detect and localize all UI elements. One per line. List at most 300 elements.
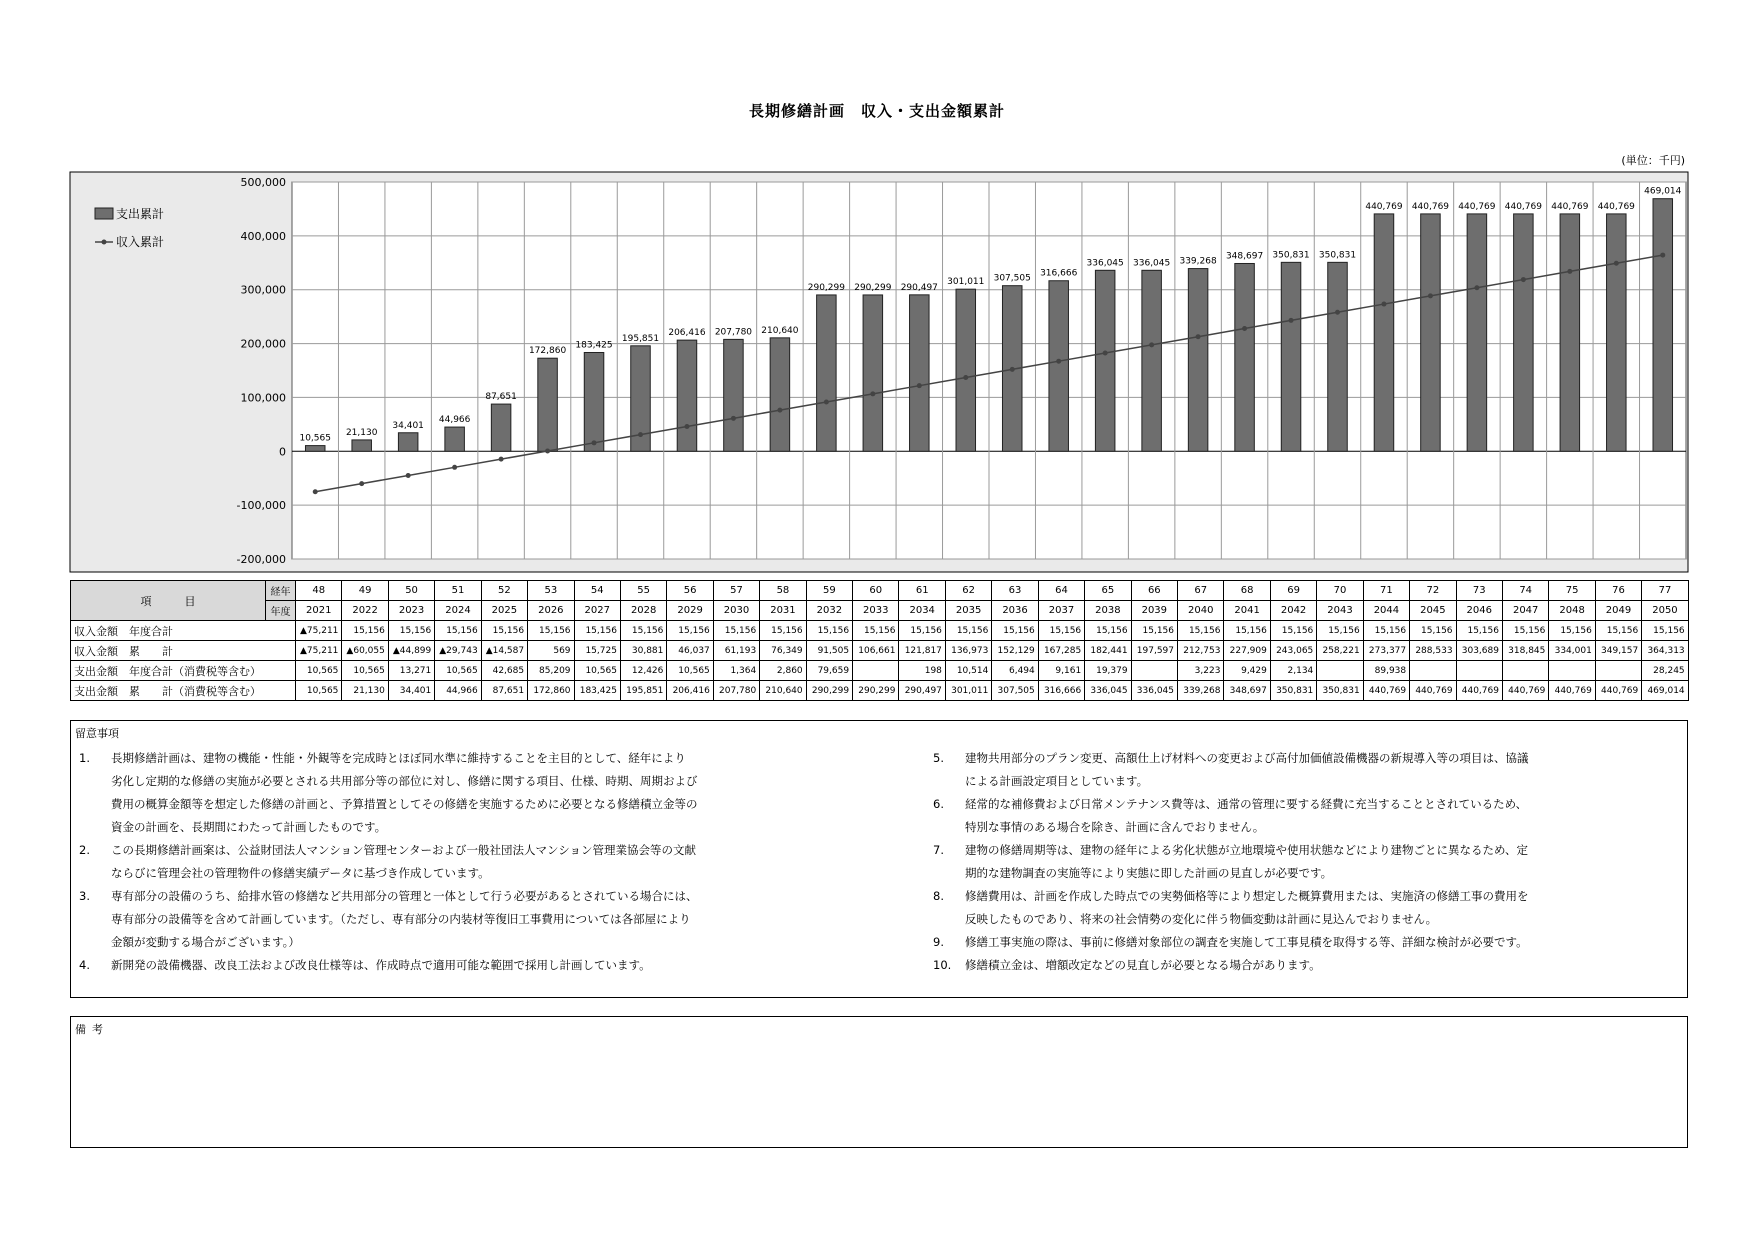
- data-table: [70, 580, 1689, 701]
- table-cell: 121,817: [899, 641, 945, 661]
- income-point: [1242, 326, 1247, 331]
- age-cell: 58: [760, 581, 806, 601]
- bar-data-label: 207,780: [714, 327, 753, 338]
- bar-data-label: 440,769: [1411, 201, 1450, 212]
- year-cell: 2040: [1178, 601, 1224, 621]
- table-cell: 9,161: [1038, 661, 1084, 681]
- expense-bar: [1374, 214, 1394, 451]
- income-point: [731, 416, 736, 421]
- age-cell: 57: [713, 581, 759, 601]
- year-cell: 2022: [342, 601, 388, 621]
- table-cell: 15,156: [760, 621, 806, 641]
- age-cell: 48: [296, 581, 342, 601]
- expense-bar: [1142, 270, 1162, 451]
- notes-section: [70, 720, 1688, 998]
- table-cell: 334,001: [1549, 641, 1595, 661]
- table-cell: 258,221: [1317, 641, 1363, 661]
- y-tick-label: 300,000: [240, 283, 286, 297]
- table-cell: 10,565: [435, 661, 481, 681]
- table-cell: 198: [899, 661, 945, 681]
- expense-bar: [1095, 270, 1115, 451]
- expense-bar: [538, 358, 558, 451]
- table-cell: 15,156: [435, 621, 481, 641]
- income-point: [777, 408, 782, 413]
- table-cell: 288,533: [1410, 641, 1456, 661]
- bar-data-label: 301,011: [947, 277, 985, 288]
- year-cell: 2034: [899, 601, 945, 621]
- income-point: [1149, 342, 1154, 347]
- note-text: 長期修繕計画は、建物の機能・性能・外観等を完成時とほぼ同水準に維持することを主目的として、経年により 劣化し定期的な修繕の実施が必要とされる共用部分等の部位に対し、修繕に関する項目、仕様、時期、周期および 費用の概算金額等を想定した修繕の計画と、予算措置としてその修繕を実施するために必要となる修繕積立金等の 資金の計画を、長期間にわたって計画したものです。: [111, 751, 698, 834]
- age-cell: 51: [435, 581, 481, 601]
- table-cell: 152,129: [992, 641, 1038, 661]
- expense-bar: [817, 295, 837, 451]
- table-cell: 350,831: [1317, 681, 1363, 701]
- table-cell: 12,426: [620, 661, 666, 681]
- income-point: [313, 489, 318, 494]
- table-cell: 182,441: [1085, 641, 1131, 661]
- table-cell: [1317, 661, 1363, 681]
- table-cell: 440,769: [1549, 681, 1595, 701]
- table-cell: 290,497: [899, 681, 945, 701]
- note-number: 7.: [933, 843, 944, 857]
- note-item: [933, 839, 1683, 885]
- table-cell: 195,851: [620, 681, 666, 701]
- page-title: 長期修繕計画 収入・支出金額累計: [748, 102, 1005, 120]
- row-label: 支出金額 累 計（消費税等含む）: [71, 681, 296, 701]
- table-cell: ▲29,743: [435, 641, 481, 661]
- table-cell: 227,909: [1224, 641, 1270, 661]
- table-cell: [853, 661, 899, 681]
- note-item: [933, 885, 1683, 931]
- table-cell: 3,223: [1178, 661, 1224, 681]
- year-cell: 2021: [296, 601, 342, 621]
- table-cell: 61,193: [713, 641, 759, 661]
- note-text: 修繕費用は、計画を作成した時点での実勢価格等により想定した概算費用または、実施済の修繕工事の費用を 反映したものであり、将来の社会情勢の変化に伴う物価変動は計画に見込んでおりません。: [965, 889, 1529, 926]
- income-point: [963, 375, 968, 380]
- table-cell: 15,156: [713, 621, 759, 641]
- row-label: 支出金額 年度合計（消費税等含む）: [71, 661, 296, 681]
- table-cell: 85,209: [528, 661, 574, 681]
- bar-data-label: 290,299: [807, 282, 845, 293]
- table-cell: 15,156: [481, 621, 527, 641]
- expense-bar: [352, 440, 372, 451]
- table-cell: 349,157: [1595, 641, 1641, 661]
- note-number: 8.: [933, 889, 944, 903]
- age-cell: 67: [1178, 581, 1224, 601]
- note-text: 建物共用部分のプラン変更、高額仕上げ材料への変更および高付加価値設備機器の新規導入等の項目は、協議 による計画設定項目としています。: [965, 751, 1529, 788]
- age-cell: 59: [806, 581, 852, 601]
- note-number: 9.: [933, 935, 944, 949]
- y-tick-label: -100,000: [236, 499, 286, 513]
- table-cell: 46,037: [667, 641, 713, 661]
- table-row: [71, 621, 1689, 641]
- table-cell: ▲14,587: [481, 641, 527, 661]
- age-cell: 70: [1317, 581, 1363, 601]
- bar-data-label: 195,851: [621, 333, 660, 344]
- table-cell: 364,313: [1642, 641, 1688, 661]
- age-cell: 66: [1131, 581, 1177, 601]
- remarks-section: [70, 1016, 1688, 1148]
- year-cell: 2025: [481, 601, 527, 621]
- header-age-label: 経年: [266, 581, 296, 601]
- year-cell: 2041: [1224, 601, 1270, 621]
- bar-data-label: 440,769: [1551, 201, 1589, 212]
- table-cell: 440,769: [1363, 681, 1409, 701]
- expense-bar: [863, 295, 883, 451]
- table-cell: 106,661: [853, 641, 899, 661]
- note-item: [79, 839, 879, 885]
- income-point: [1010, 367, 1015, 372]
- table-cell: 210,640: [760, 681, 806, 701]
- expense-bar: [1560, 214, 1580, 451]
- income-point: [1056, 359, 1061, 364]
- age-cell: 74: [1502, 581, 1548, 601]
- year-cell: 2042: [1270, 601, 1316, 621]
- age-cell: 76: [1595, 581, 1641, 601]
- bar-data-label: 440,769: [1504, 201, 1542, 212]
- year-cell: 2026: [528, 601, 574, 621]
- income-point: [1614, 261, 1619, 266]
- table-cell: 10,565: [667, 661, 713, 681]
- table-row: [71, 641, 1689, 661]
- age-cell: 65: [1085, 581, 1131, 601]
- table-cell: 15,156: [1270, 621, 1316, 641]
- table-cell: [1410, 661, 1456, 681]
- legend-bar-label: 支出累計: [116, 207, 165, 221]
- expense-bar: [1467, 214, 1487, 451]
- income-point: [359, 481, 364, 486]
- table-cell: ▲44,899: [388, 641, 434, 661]
- expense-bar: [910, 295, 930, 451]
- income-point: [1660, 253, 1665, 258]
- bar-data-label: 34,401: [392, 420, 424, 431]
- bar-data-label: 469,014: [1644, 186, 1682, 197]
- income-point: [870, 391, 875, 396]
- expense-bar: [1049, 281, 1069, 452]
- y-tick-label: 100,000: [240, 391, 286, 405]
- bar-data-label: 440,769: [1458, 201, 1496, 212]
- bar-data-label: 440,769: [1597, 201, 1635, 212]
- bar-data-label: 172,860: [528, 346, 567, 357]
- note-number: 3.: [79, 889, 90, 903]
- table-cell: 15,156: [806, 621, 852, 641]
- table-cell: 15,156: [1642, 621, 1688, 641]
- age-cell: 55: [620, 581, 666, 601]
- table-cell: 28,245: [1642, 661, 1688, 681]
- y-tick-label: 0: [279, 445, 286, 459]
- table-cell: 15,156: [899, 621, 945, 641]
- note-number: 10.: [933, 958, 952, 972]
- note-item: [933, 793, 1683, 839]
- table-cell: 15,156: [853, 621, 899, 641]
- year-cell: 2030: [713, 601, 759, 621]
- income-point: [545, 448, 550, 453]
- income-point: [1196, 334, 1201, 339]
- table-cell: ▲60,055: [342, 641, 388, 661]
- table-cell: 440,769: [1410, 681, 1456, 701]
- notes-left-column: [79, 747, 879, 977]
- table-cell: 76,349: [760, 641, 806, 661]
- bar-data-label: 350,831: [1318, 250, 1357, 261]
- table-cell: 13,271: [388, 661, 434, 681]
- note-item: [79, 747, 879, 839]
- note-item: [933, 931, 1683, 954]
- row-label: 収入金額 累 計: [71, 641, 296, 661]
- table-header-row-year: [71, 601, 1689, 621]
- income-point: [1521, 277, 1526, 282]
- income-point: [1567, 269, 1572, 274]
- table-cell: 301,011: [945, 681, 991, 701]
- table-cell: 19,379: [1085, 661, 1131, 681]
- table-cell: 44,966: [435, 681, 481, 701]
- note-text: この長期修繕計画案は、公益財団法人マンション管理センターおよび一般社団法人マンション管理業協会等の文献 ならびに管理会社の管理物件の修繕実績データに基づき作成しています。: [111, 843, 696, 880]
- age-cell: 53: [528, 581, 574, 601]
- table-cell: [1502, 661, 1548, 681]
- table-cell: 15,156: [945, 621, 991, 641]
- table-cell: 348,697: [1224, 681, 1270, 701]
- note-text: 専有部分の設備のうち、給排水管の修繕など共用部分の管理と一体として行う必要があるとされている場合には、 専有部分の設備等を含めて計画しています。（ただし、専有部分の内装材等復旧工事費用については各部屋により 金額が変動する場合がございます。）: [111, 889, 698, 949]
- income-point: [684, 424, 689, 429]
- age-cell: 69: [1270, 581, 1316, 601]
- table-cell: 9,429: [1224, 661, 1270, 681]
- y-tick-label: 500,000: [240, 176, 286, 189]
- age-cell: 49: [342, 581, 388, 601]
- year-cell: 2048: [1549, 601, 1595, 621]
- income-point: [1335, 310, 1340, 315]
- table-cell: 15,156: [1317, 621, 1363, 641]
- table-cell: 15,156: [1410, 621, 1456, 641]
- table-cell: 10,565: [342, 661, 388, 681]
- table-cell: 212,753: [1178, 641, 1224, 661]
- year-cell: 2036: [992, 601, 1038, 621]
- year-cell: 2046: [1456, 601, 1502, 621]
- expense-bar: [1235, 263, 1255, 451]
- year-cell: 2028: [620, 601, 666, 621]
- legend-bar-swatch: [95, 208, 113, 219]
- note-text: 修繕工事実施の際は、事前に修繕対象部位の調査を実施して工事見積を取得する等、詳細な検討が必要です。: [965, 935, 1528, 949]
- age-cell: 61: [899, 581, 945, 601]
- legend-line-label: 収入累計: [116, 235, 165, 249]
- table-cell: 440,769: [1595, 681, 1641, 701]
- table-cell: 15,156: [667, 621, 713, 641]
- table-cell: 569: [528, 641, 574, 661]
- table-cell: 30,881: [620, 641, 666, 661]
- table-cell: 15,156: [574, 621, 620, 641]
- year-cell: 2033: [853, 601, 899, 621]
- expense-bar: [770, 338, 790, 451]
- year-cell: 2035: [945, 601, 991, 621]
- year-cell: 2038: [1085, 601, 1131, 621]
- table-cell: 206,416: [667, 681, 713, 701]
- age-cell: 73: [1456, 581, 1502, 601]
- note-number: 6.: [933, 797, 944, 811]
- age-cell: 77: [1642, 581, 1688, 601]
- table-cell: 350,831: [1270, 681, 1316, 701]
- age-cell: 75: [1549, 581, 1595, 601]
- year-cell: 2031: [760, 601, 806, 621]
- table-cell: 273,377: [1363, 641, 1409, 661]
- income-point: [1103, 351, 1108, 356]
- year-cell: 2044: [1363, 601, 1409, 621]
- note-number: 5.: [933, 751, 944, 765]
- bar-data-label: 10,565: [299, 433, 331, 444]
- table-cell: 207,780: [713, 681, 759, 701]
- income-point: [1474, 285, 1479, 290]
- age-cell: 64: [1038, 581, 1084, 601]
- table-cell: ▲75,211: [296, 641, 342, 661]
- table-cell: [1549, 661, 1595, 681]
- age-cell: 68: [1224, 581, 1270, 601]
- table-row: [71, 661, 1689, 681]
- table-cell: 15,725: [574, 641, 620, 661]
- header-item-cell: 項 目: [71, 581, 266, 621]
- table-cell: 469,014: [1642, 681, 1688, 701]
- y-tick-label: 200,000: [240, 337, 286, 351]
- income-point: [917, 383, 922, 388]
- income-point: [592, 440, 597, 445]
- table-cell: 21,130: [342, 681, 388, 701]
- income-point: [499, 457, 504, 462]
- expense-bar: [956, 289, 976, 451]
- table-cell: 1,364: [713, 661, 759, 681]
- income-point: [1428, 293, 1433, 298]
- table-cell: 15,156: [1595, 621, 1641, 641]
- bar-data-label: 307,505: [993, 273, 1031, 284]
- year-cell: 2029: [667, 601, 713, 621]
- table-cell: 339,268: [1178, 681, 1224, 701]
- income-point: [406, 473, 411, 478]
- bar-data-label: 336,045: [1086, 258, 1124, 269]
- unit-label: (単位：千円): [1621, 154, 1685, 167]
- remarks-title: 備考: [75, 1023, 109, 1036]
- bar-data-label: 336,045: [1133, 258, 1171, 269]
- table-cell: 10,565: [574, 661, 620, 681]
- income-point: [452, 465, 457, 470]
- bar-data-label: 440,769: [1365, 201, 1403, 212]
- bar-data-label: 339,268: [1179, 256, 1217, 267]
- table-cell: 290,299: [806, 681, 852, 701]
- year-cell: 2039: [1131, 601, 1177, 621]
- bar-data-label: 206,416: [668, 328, 706, 339]
- table-cell: [1456, 661, 1502, 681]
- table-cell: 42,685: [481, 661, 527, 681]
- table-cell: 172,860: [528, 681, 574, 701]
- income-point: [638, 432, 643, 437]
- table-cell: 15,156: [992, 621, 1038, 641]
- age-cell: 54: [574, 581, 620, 601]
- income-point: [824, 400, 829, 405]
- table-cell: 15,156: [1456, 621, 1502, 641]
- bar-data-label: 348,697: [1225, 251, 1264, 262]
- table-cell: 183,425: [574, 681, 620, 701]
- year-cell: 2027: [574, 601, 620, 621]
- year-cell: 2037: [1038, 601, 1084, 621]
- expense-bar: [584, 352, 604, 451]
- table-cell: 89,938: [1363, 661, 1409, 681]
- note-text: 建物の修繕周期等は、建物の経年による劣化状態が立地環境や使用状態などにより建物ごとに異なるため、定 期的な建物調査の実施等により実態に即した計画の見直しが必要です。: [965, 843, 1529, 880]
- table-cell: 10,514: [945, 661, 991, 681]
- year-cell: 2032: [806, 601, 852, 621]
- table-cell: 15,156: [1224, 621, 1270, 641]
- bar-data-label: 183,425: [575, 340, 613, 351]
- table-cell: [1595, 661, 1641, 681]
- age-cell: 50: [388, 581, 434, 601]
- table-cell: 318,845: [1502, 641, 1548, 661]
- table-cell: 197,597: [1131, 641, 1177, 661]
- year-cell: 2047: [1502, 601, 1548, 621]
- income-point: [1381, 302, 1386, 307]
- table-cell: 167,285: [1038, 641, 1084, 661]
- table-cell: 15,156: [620, 621, 666, 641]
- note-text: 新開発の設備機器、改良工法および改良仕様等は、作成時点で適用可能な範囲で採用し計画しています。: [111, 958, 651, 972]
- table-cell: 136,973: [945, 641, 991, 661]
- expense-bar: [398, 433, 418, 452]
- bar-data-label: 290,299: [854, 282, 892, 293]
- expense-bar: [677, 340, 697, 451]
- age-cell: 72: [1410, 581, 1456, 601]
- expense-bar: [1421, 214, 1441, 451]
- note-text: 経常的な補修費および日常メンテナンス費等は、通常の管理に要する経費に充当することとされているため、 特別な事情のある場合を除き、計画に含んでおりません。: [965, 797, 1528, 834]
- expense-bar: [1514, 214, 1534, 451]
- table-cell: 10,565: [296, 661, 342, 681]
- note-text: 修繕積立金は、増額改定などの見直しが必要となる場合があります。: [965, 958, 1321, 972]
- note-item: [933, 954, 1683, 977]
- age-cell: 56: [667, 581, 713, 601]
- year-cell: 2049: [1595, 601, 1641, 621]
- table-cell: 316,666: [1038, 681, 1084, 701]
- table-cell: 15,156: [1502, 621, 1548, 641]
- bar-data-label: 87,651: [485, 392, 517, 403]
- table-cell: 87,651: [481, 681, 527, 701]
- note-number: 1.: [79, 751, 90, 765]
- table-cell: 2,860: [760, 661, 806, 681]
- expense-bar: [1653, 199, 1673, 452]
- table-cell: 2,134: [1270, 661, 1316, 681]
- bar-data-label: 316,666: [1040, 268, 1078, 279]
- bar-data-label: 210,640: [761, 325, 799, 336]
- year-cell: 2024: [435, 601, 481, 621]
- age-cell: 71: [1363, 581, 1409, 601]
- cumulative-chart: [0, 0, 1754, 580]
- table-cell: 6,494: [992, 661, 1038, 681]
- notes-right-column: [933, 747, 1683, 977]
- table-cell: 440,769: [1502, 681, 1548, 701]
- age-cell: 60: [853, 581, 899, 601]
- table-cell: 243,065: [1270, 641, 1316, 661]
- note-item: [79, 954, 879, 977]
- table-cell: 15,156: [1549, 621, 1595, 641]
- table-cell: 15,156: [1131, 621, 1177, 641]
- table-cell: 79,659: [806, 661, 852, 681]
- bar-data-label: 44,966: [438, 415, 471, 426]
- expense-bar: [1607, 214, 1627, 451]
- age-cell: 63: [992, 581, 1038, 601]
- expense-bar: [445, 427, 465, 451]
- expense-bar: [491, 404, 511, 451]
- table-cell: 34,401: [388, 681, 434, 701]
- expense-bar: [1328, 262, 1348, 451]
- table-row: [71, 681, 1689, 701]
- table-header-row-age: [71, 581, 1689, 601]
- year-cell: 2023: [388, 601, 434, 621]
- table-cell: 15,156: [1178, 621, 1224, 641]
- age-cell: 62: [945, 581, 991, 601]
- age-cell: 52: [481, 581, 527, 601]
- y-tick-label: 400,000: [240, 229, 286, 243]
- table-cell: ▲75,211: [296, 621, 342, 641]
- y-tick-label: -200,000: [236, 553, 286, 566]
- year-cell: 2043: [1317, 601, 1363, 621]
